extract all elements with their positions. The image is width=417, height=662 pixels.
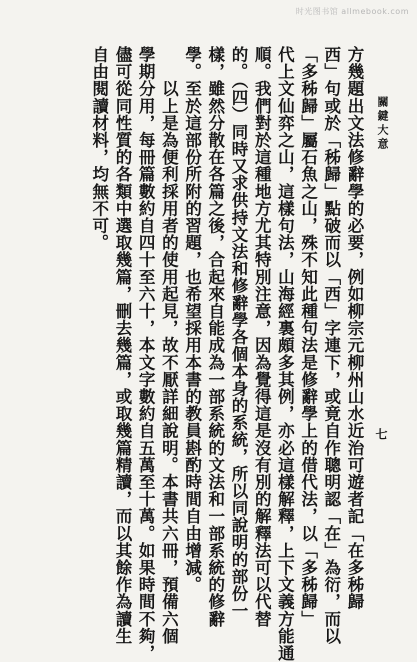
text-line: 「多秭歸」屬石魚之山，殊不知此種句法是修辭學上的借代法，以「多秭歸」 — [298, 46, 318, 628]
page-number: 七 — [374, 428, 388, 440]
text-line: 以上是為便利採用者的使用起見，故不厭詳細說明。本書共六冊，預備六個 — [159, 46, 179, 645]
watermark: 时光图书馆 allmebook.com — [295, 7, 409, 16]
text-line: 學。至於這部份所附的習題，也希望採用本書的教員斟酌時間自由增減。 — [182, 46, 202, 594]
text-line: 學期分用，每冊篇數約自四十至六十，本文字數約自五萬至十萬。如果時間不夠， — [136, 46, 156, 662]
text-line: 代上文仙弈之山，這樣句法，山海經裏頗多其例，亦必這樣解釋，上下文義方能通 — [275, 46, 295, 662]
text-line: 方幾題出文法修辭學的必要，例如柳宗元柳州山水近治可遊者記「在多秭歸 — [345, 46, 364, 611]
running-title: 關鍵大意 — [376, 96, 389, 152]
text-line: 的。（四）同時又求供持文法和修辭學各個本身的系統，所以同說明的部份一 — [228, 46, 248, 620]
text-line: 自由閱讀材料，均無不可。 — [89, 46, 109, 252]
book-page — [20, 16, 392, 662]
text-line: 西」句或於「秭歸」點破而以「西」字連下，或竟自作聰明認「在」為衍，而以 — [321, 46, 341, 645]
text-line: 樣，雖然分散在各篇之後，合起來自能成為一部系統的文法和一部系統的修辭 — [205, 46, 225, 628]
body-text — [88, 46, 366, 662]
text-line: 儘可從同性質的各類中選取幾篇，刪去幾篇，或取幾篇精讀，而以其餘作為讀生 — [112, 46, 132, 645]
text-line: 順。我們對於這種地方尤其特別注意，因為覺得這是沒有別的解釋法可以代替 — [252, 46, 272, 628]
